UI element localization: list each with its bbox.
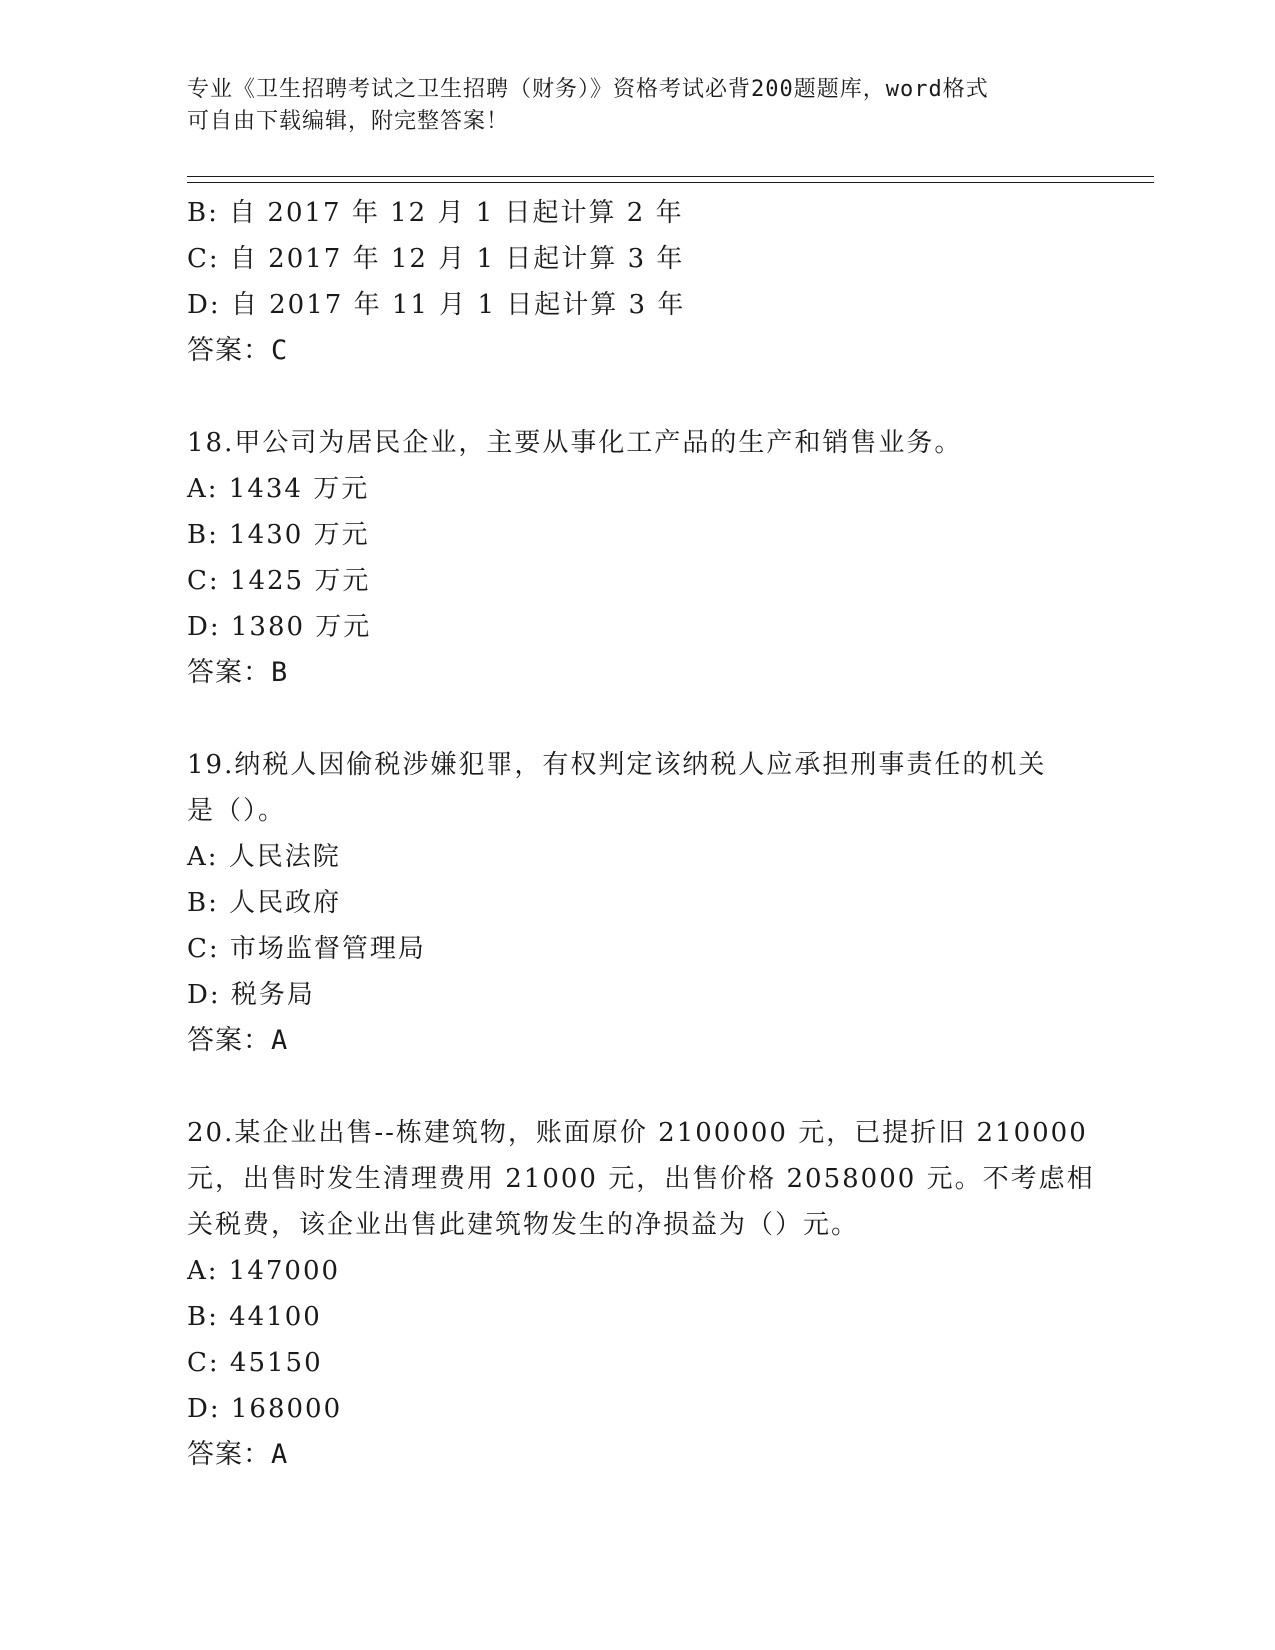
header-line-2: 可自由下载编辑，附完整答案！	[187, 109, 510, 134]
question-18	[187, 420, 1087, 696]
option-b: B: 人民政府	[187, 888, 342, 918]
header-rule-top	[187, 176, 1154, 177]
question-text-line-3: 关税费，该企业出售此建筑物发生的净损益为（）元。	[187, 1210, 860, 1240]
spacer	[187, 696, 1087, 742]
spacer	[187, 374, 1087, 420]
option-c: C: 市场监督管理局	[187, 934, 426, 964]
question-19	[187, 742, 1087, 1064]
question-20	[187, 1110, 1095, 1478]
option-d: D: 1380 万元	[187, 612, 372, 642]
question-text-line-1: 19.纳税人因偷税涉嫌犯罪，有权判定该纳税人应承担刑事责任的机关	[187, 750, 1047, 780]
header-line-1: 专业《卫生招聘考试之卫生招聘（财务）》资格考试必背200题题库，word格式	[187, 77, 989, 102]
option-a: A: 147000	[187, 1256, 341, 1286]
question-text-line-1: 20.某企业出售--栋建筑物，账面原价 2100000 元，已提折旧 210000	[187, 1118, 1088, 1148]
spacer	[187, 1064, 1087, 1110]
question-text-line-2: 是（）。	[187, 796, 287, 826]
document-header	[187, 74, 1077, 138]
answer-line: 答案：A	[187, 1439, 289, 1470]
option-b: B: 44100	[187, 1302, 322, 1332]
option-d: D: 税务局	[187, 980, 315, 1010]
option-b: B: 自 2017 年 12 月 1 日起计算 2 年	[187, 198, 684, 228]
option-c: C: 自 2017 年 12 月 1 日起计算 3 年	[187, 244, 685, 274]
option-d: D: 168000	[187, 1394, 343, 1424]
question-list	[187, 190, 1095, 1478]
question-17-continued	[187, 190, 1087, 374]
option-d: D: 自 2017 年 11 月 1 日起计算 3 年	[187, 290, 686, 320]
header-rule-bottom	[187, 182, 1154, 183]
question-text-line-2: 元，出售时发生清理费用 21000 元，出售价格 2058000 元。不考虑相	[187, 1164, 1095, 1194]
option-a: A: 人民法院	[187, 842, 341, 872]
option-b: B: 1430 万元	[187, 520, 370, 550]
option-a: A: 1434 万元	[187, 474, 370, 504]
answer-line: 答案：B	[187, 657, 289, 688]
question-text: 18.甲公司为居民企业，主要从事化工产品的生产和销售业务。	[187, 428, 963, 458]
answer-line: 答案：C	[187, 335, 289, 366]
option-c: C: 45150	[187, 1348, 323, 1378]
option-c: C: 1425 万元	[187, 566, 371, 596]
answer-line: 答案：A	[187, 1025, 289, 1056]
